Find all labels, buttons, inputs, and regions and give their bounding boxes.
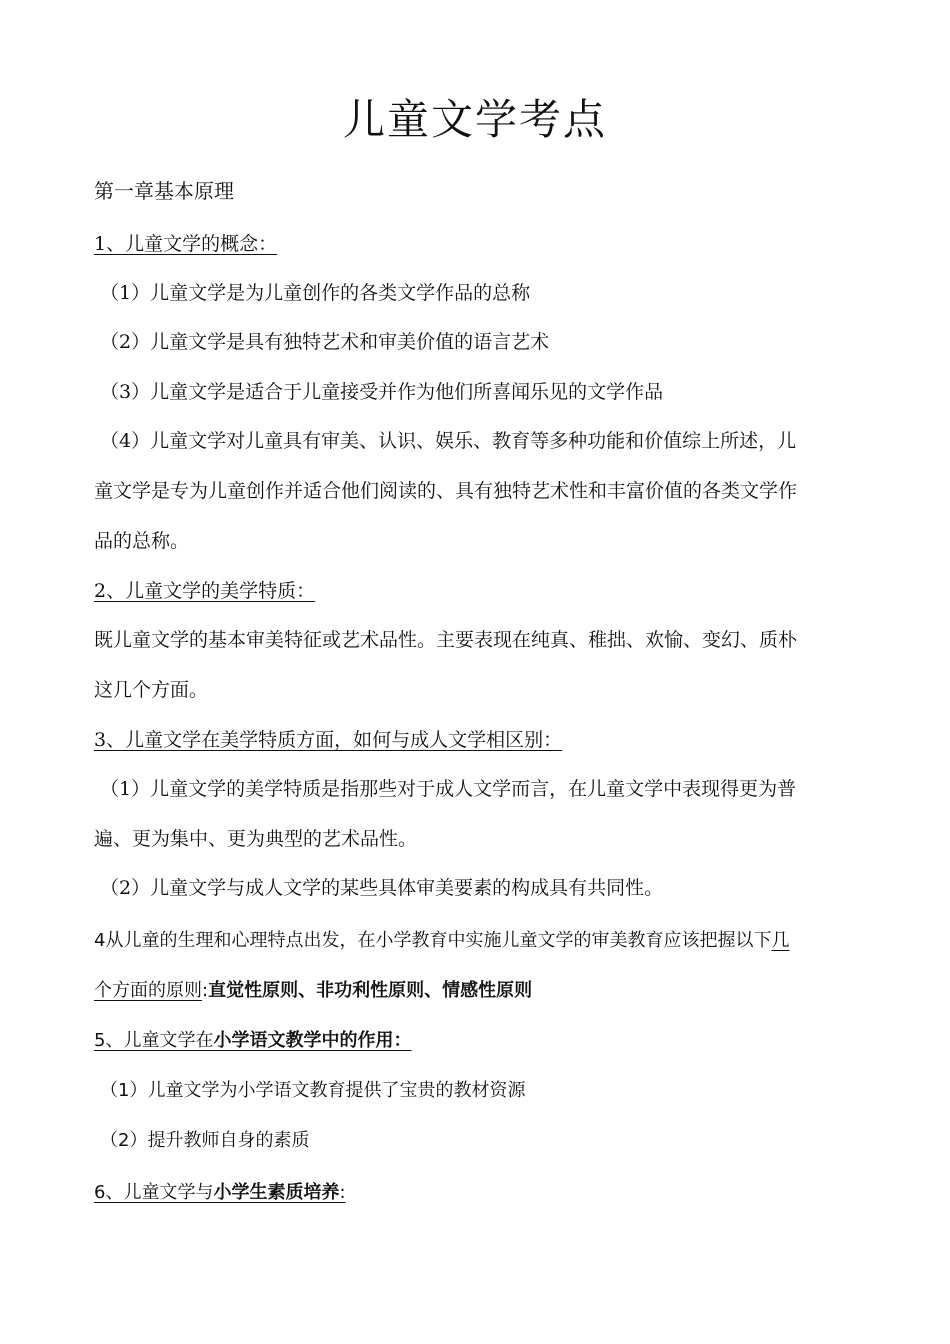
section-1-item-4-line-1: （4）儿童文学对儿童具有审美、认识、娱乐、教育等多种功能和价值综上所述，儿 [100, 430, 797, 452]
section-2-text-line-1: 既儿童文学的基本审美特征或艺术品性。主要表现在纯真、稚拙、欢愉、变幻、质朴 [94, 629, 798, 651]
section-2-text-line-2: 这几个方面。 [94, 679, 209, 701]
section-5-heading-part-1: 5、儿童文学在 [94, 1030, 214, 1051]
section-6-heading [94, 1178, 854, 1208]
section-1-item-4-line-3: 品的总称。 [94, 530, 190, 552]
section-2-heading [94, 576, 854, 606]
section-1-item-1: （1）儿童文学是为儿童创作的各类文学作品的总称 [100, 282, 531, 304]
section-2-heading-text: 2、儿童文学的美学特质： [94, 580, 316, 602]
section-4-principles: 直觉性原则、非功利性原则、情感性原则 [208, 980, 533, 1001]
section-5-heading-part-2: 小学语文教学中的作用： [213, 1030, 412, 1051]
section-6-heading-colon: : [339, 1182, 346, 1203]
section-4-line-2 [94, 976, 854, 1006]
section-6-heading-part-2: 小学生素质培养 [213, 1182, 340, 1203]
section-3-item-1-line-2: 遍、更为集中、更为典型的艺术品性。 [94, 828, 418, 850]
section-3-heading-text: 3、儿童文学在美学特质方面，如何与成人文学相区别： [94, 729, 563, 751]
section-5-heading [94, 1026, 854, 1056]
section-6-heading-part-1: 6、儿童文学与 [94, 1182, 214, 1203]
section-4-principles-label: 个方面的原则 [94, 980, 202, 1001]
section-5-item-2: （2）提升教师自身的素质 [100, 1130, 310, 1151]
section-1-item-4-line-2: 童文学是专为儿童创作并适合他们阅读的、具有独特艺术性和丰富价值的各类文学作 [94, 480, 798, 502]
section-4-line-1-text: 4从儿童的生理和心理特点出发，在小学教育中实施儿童文学的审美教育应该把握以下 [94, 930, 772, 951]
section-3-item-2: （2）儿童文学与成人文学的某些具体审美要素的构成具有共同性。 [100, 877, 664, 899]
section-4-line-1 [94, 926, 854, 956]
section-1-item-3: （3）儿童文学是适合于儿童接受并作为他们所喜闻乐见的文学作品 [100, 381, 664, 403]
section-4-colon: : [202, 980, 209, 1001]
section-3-heading [94, 725, 854, 755]
page-title: 儿童文学考点 [342, 95, 607, 144]
section-1-heading [94, 229, 854, 259]
section-3-item-1-line-1: （1）儿童文学的美学特质是指那些对于成人文学而言，在儿童文学中表现得更为普 [100, 778, 797, 800]
section-4-line-1-underlined: 几 [771, 930, 790, 951]
chapter-heading: 第一章基本原理 [94, 179, 234, 203]
section-1-heading-text: 1、儿童文学的概念： [94, 233, 278, 255]
section-5-item-1: （1）儿童文学为小学语文教育提供了宝贵的教材资源 [100, 1080, 526, 1101]
section-1-item-2: （2）儿童文学是具有独特艺术和审美价值的语言艺术 [100, 331, 550, 353]
